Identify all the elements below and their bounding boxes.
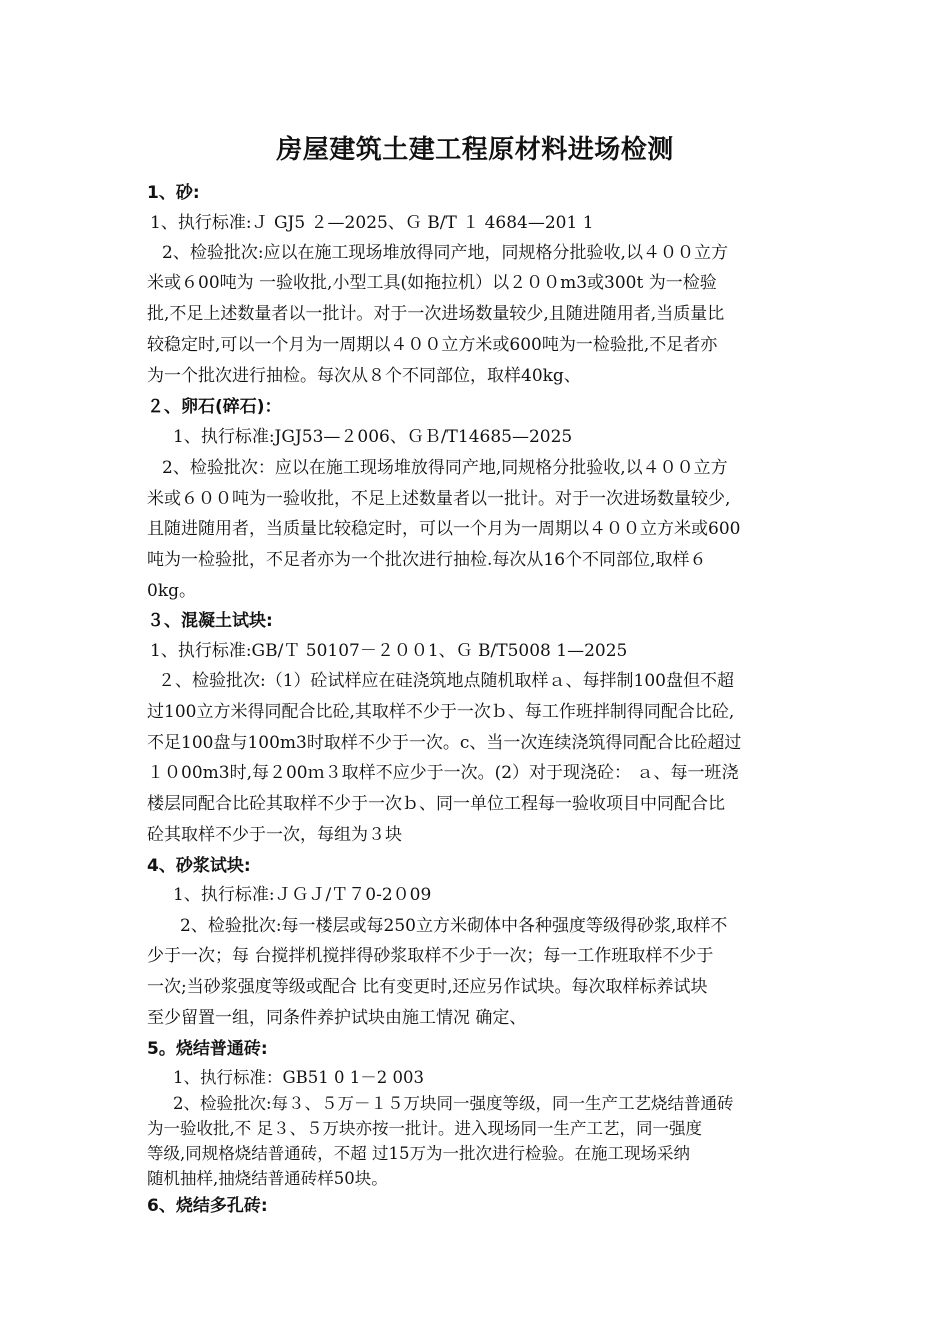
document-title: 房屋建筑土建工程原材料进场检测: [276, 135, 674, 165]
section-line: 米或６００吨为一验收批，不足上述数量者以一批计。对于一次进场数量较少,: [147, 489, 731, 509]
section-heading-perforated-brick: 6、烧结多孔砖:: [147, 1196, 268, 1216]
section-line: 1、执行标准:JGJ53—２006、ＧＢ/T14685—2025: [173, 427, 573, 447]
section-line: 一次;当砂浆强度等级或配合 比有变更时,还应另作试块。每次取样标养试块: [147, 977, 708, 997]
section-line: 楼层同配合比砼其取样不少于一次ｂ、同一单位工程每一验收项目中同配合比: [147, 794, 725, 814]
section-line: 吨为一检验批，不足者亦为一个批次进行抽检.每次从16个不同部位,取样６: [147, 550, 707, 570]
section-line: １０00m3时,每２00ｍ３取样不应少于一次。(2）对于现浇砼： ａ、每一班浇: [147, 763, 739, 783]
section-line: 1、执行标准:Ｊ GJ5 ２—2025、Ｇ B/T １ 4684—201 1: [150, 213, 594, 233]
section-line: 2、检验批次:每３、５万－１５万块同一强度等级，同一生产工艺烧结普通砖: [173, 1094, 734, 1113]
section-heading-sand: 1、砂:: [147, 183, 200, 203]
section-line: 过100立方米得同配合比砼,其取样不少于一次ｂ、每工作班拌制得同配合比砼,: [147, 702, 735, 722]
section-line: 2、检验批次:每一楼层或每250立方米砌体中各种强度等级得砂浆,取样不: [180, 916, 728, 936]
section-line: 等级,同规格烧结普通砖，不超 过15万为一批次进行检验。在施工现场采纳: [147, 1144, 690, 1163]
section-line: 随机抽样,抽烧结普通砖样50块。: [147, 1169, 388, 1188]
section-line: 不足100盘与100m3时取样不少于一次。c、当一次连续浇筑得同配合比砼超过: [147, 733, 742, 753]
section-line: 0kg。: [147, 581, 196, 601]
section-line: 为一验收批,不 足３、５万块亦按一批计。进入现场同一生产工艺，同一强度: [147, 1119, 702, 1138]
section-line: 1、执行标准:GB/Ｔ 50107－２００1、Ｇ B/T5008 1—2025: [150, 641, 628, 661]
section-line: 且随进随用者，当质量比较稳定时，可以一个月为一周期以４００立方米或600: [147, 519, 741, 539]
section-line: ２、检验批次:（1）砼试样应在硅浇筑地点随机取样ａ、每拌制100盘但不超: [158, 671, 734, 691]
section-heading-gravel: ２、卵石(碎石)：: [147, 397, 282, 417]
section-line: 1、执行标准：GB51 0 1－2 003: [173, 1068, 425, 1087]
section-line: 为一个批次进行抽检。每次从８个不同部位，取样40kg、: [147, 366, 581, 386]
section-line: 米或６00吨为 一验收批,小型工具(如拖拉机）以２００m3或300t 为一检验: [147, 273, 717, 293]
section-line: 砼其取样不少于一次，每组为３块: [147, 825, 402, 845]
section-line: 至少留置一组，同条件养护试块由施工情况 确定、: [147, 1008, 527, 1028]
section-heading-concrete: ３、混凝土试块:: [147, 611, 273, 631]
section-line: 2、检验批次：应以在施工现场堆放得同产地,同规格分批验收,以４００立方: [162, 458, 728, 478]
section-line: 2、检验批次:应以在施工现场堆放得同产地，同规格分批验收,以４００立方: [162, 243, 728, 263]
section-line: 少于一次；每 台搅拌机搅拌得砂浆取样不少于一次；每一工作班取样不少于: [147, 946, 714, 966]
section-line: 批,不足上述数量者以一批计。对于一次进场数量较少,且随进随用者,当质量比: [147, 304, 725, 324]
section-line: 1、执行标准:ＪＧＪ/Ｔ７0-2０09: [173, 885, 432, 905]
section-heading-fired-brick: 5。烧结普通砖:: [147, 1039, 268, 1059]
section-heading-mortar: 4、砂浆试块:: [147, 856, 251, 876]
section-line: 较稳定时,可以一个月为一周期以４００立方米或600吨为一检验批,不足者亦: [147, 335, 718, 355]
